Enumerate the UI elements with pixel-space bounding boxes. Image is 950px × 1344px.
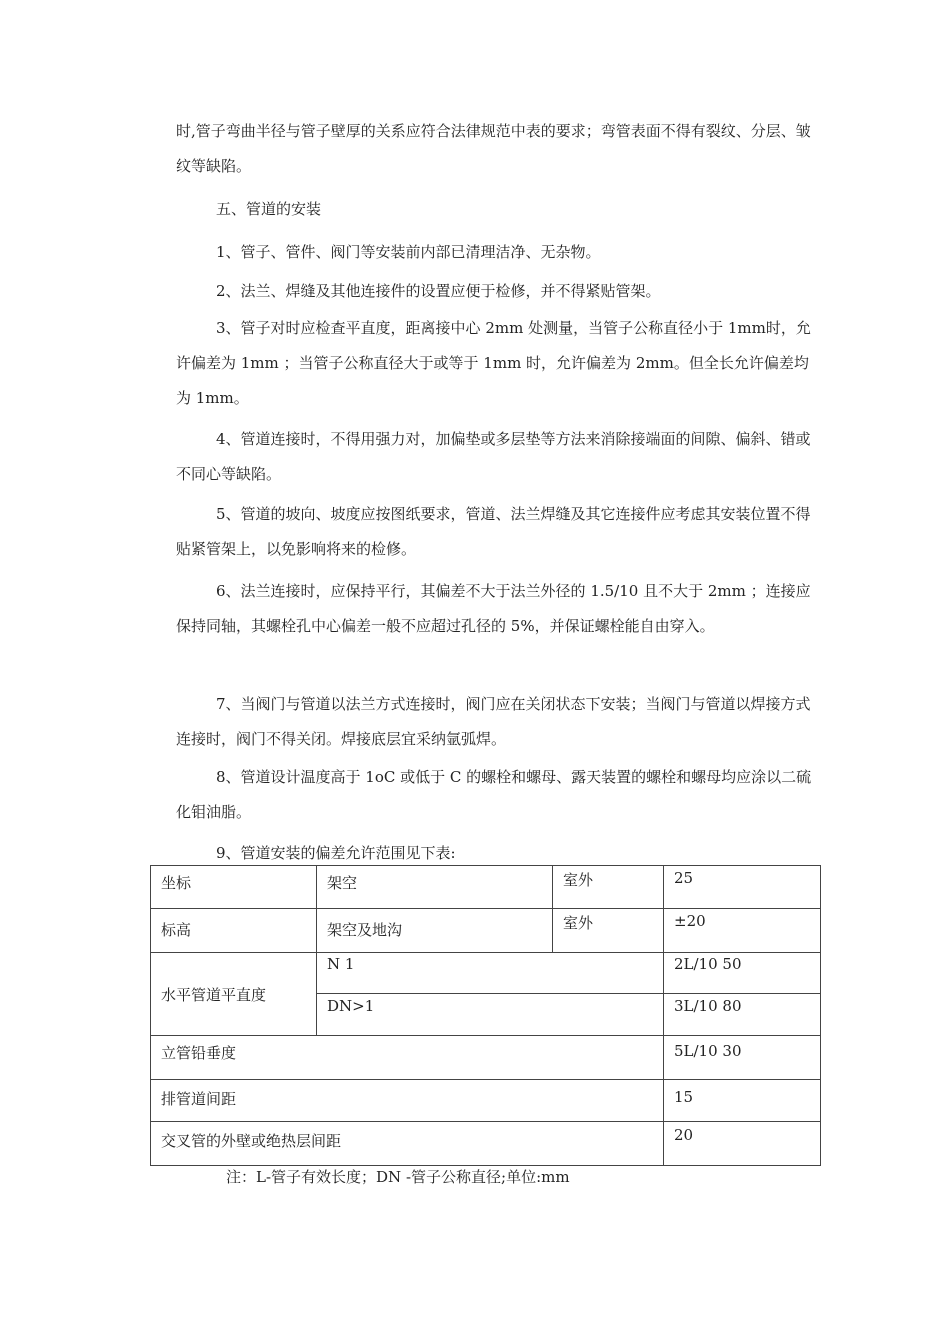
table-cell: 交叉管的外壁或绝热层间距 xyxy=(151,1122,664,1166)
table-row xyxy=(151,866,821,909)
table-note: 注：L-管子有效长度；DN -管子公称直径;单位:mm xyxy=(226,1168,570,1186)
paragraph-2: 2、法兰、焊缝及其他连接件的设置应便于检修，并不得紧贴管架。 xyxy=(216,282,661,300)
deviation-table xyxy=(150,865,821,1166)
table-cell: 5L/10 30 xyxy=(664,1036,821,1080)
table-cell: 3L/10 80 xyxy=(664,994,821,1036)
paragraph-9: 9、管道安装的偏差允许范围见下表: xyxy=(216,844,456,862)
table-cell: 15 xyxy=(664,1080,821,1122)
table-cell: 水平管道平直度 xyxy=(151,953,317,1036)
table-cell: DN>1 xyxy=(317,994,664,1036)
paragraph-4: 4、管道连接时，不得用强力对，加偏垫或多层垫等方法来消除接端面的间隙、偏斜、错或不同心等缺陷。 xyxy=(176,430,811,483)
section-heading: 五、管道的安装 xyxy=(216,200,322,218)
paragraph-7: 7、当阀门与管道以法兰方式连接时，阀门应在关闭状态下安装；当阀门与管道以焊接方式连接时，阀门不得关闭。焊接底层宜采纳氩弧焊。 xyxy=(176,695,811,748)
paragraph-3: 3、管子对时应检查平直度，距离接中心 2mm 处测量，当管子公称直径小于 1mm时，允许偏差为 1mm ；当管子公称直径大于或等于 1mm 时，允许偏差为 2mm。但全长允许偏差均为 1mm。 xyxy=(176,319,811,407)
table-cell: 架空 xyxy=(317,866,553,909)
table-row xyxy=(151,953,821,994)
table-row xyxy=(151,909,821,953)
paragraph-5: 5、管道的坡向、坡度应按图纸要求，管道、法兰焊缝及其它连接件应考虑其安装位置不得贴紧管架上，以免影响将来的检修。 xyxy=(176,505,811,558)
table-row xyxy=(151,1122,821,1166)
table-cell: 20 xyxy=(664,1122,821,1166)
table-cell: N 1 xyxy=(317,953,664,994)
table-cell: 室外 xyxy=(553,909,664,953)
table-cell: 立管铅垂度 xyxy=(151,1036,664,1080)
table-cell: 2L/10 50 xyxy=(664,953,821,994)
table-row xyxy=(151,1080,821,1122)
table-cell: ±20 xyxy=(664,909,821,953)
paragraph-continuation: 时,管子弯曲半径与管子壁厚的关系应符合法律规范中表的要求；弯管表面不得有裂纹、分层、皱纹等缺陷。 xyxy=(176,122,811,175)
table-row xyxy=(151,1036,821,1080)
table-cell: 25 xyxy=(664,866,821,909)
table-cell: 标高 xyxy=(151,909,317,953)
table-cell: 室外 xyxy=(553,866,664,909)
table-cell: 坐标 xyxy=(151,866,317,909)
paragraph-8: 8、管道设计温度高于 1oC 或低于 C 的螺栓和螺母、露天装置的螺栓和螺母均应涂以二硫化钼油脂。 xyxy=(176,768,812,821)
paragraph-6: 6、法兰连接时，应保持平行，其偏差不大于法兰外径的 1.5/10 且不大于 2mm ；连接应保持同轴，其螺栓孔中心偏差一般不应超过孔径的 5%，并保证螺栓能自由穿入。 xyxy=(176,582,811,635)
table-cell: 排管道间距 xyxy=(151,1080,664,1122)
table-cell: 架空及地沟 xyxy=(317,909,553,953)
paragraph-1: 1、管子、管件、阀门等安装前内部已清理洁净、无杂物。 xyxy=(216,243,601,261)
